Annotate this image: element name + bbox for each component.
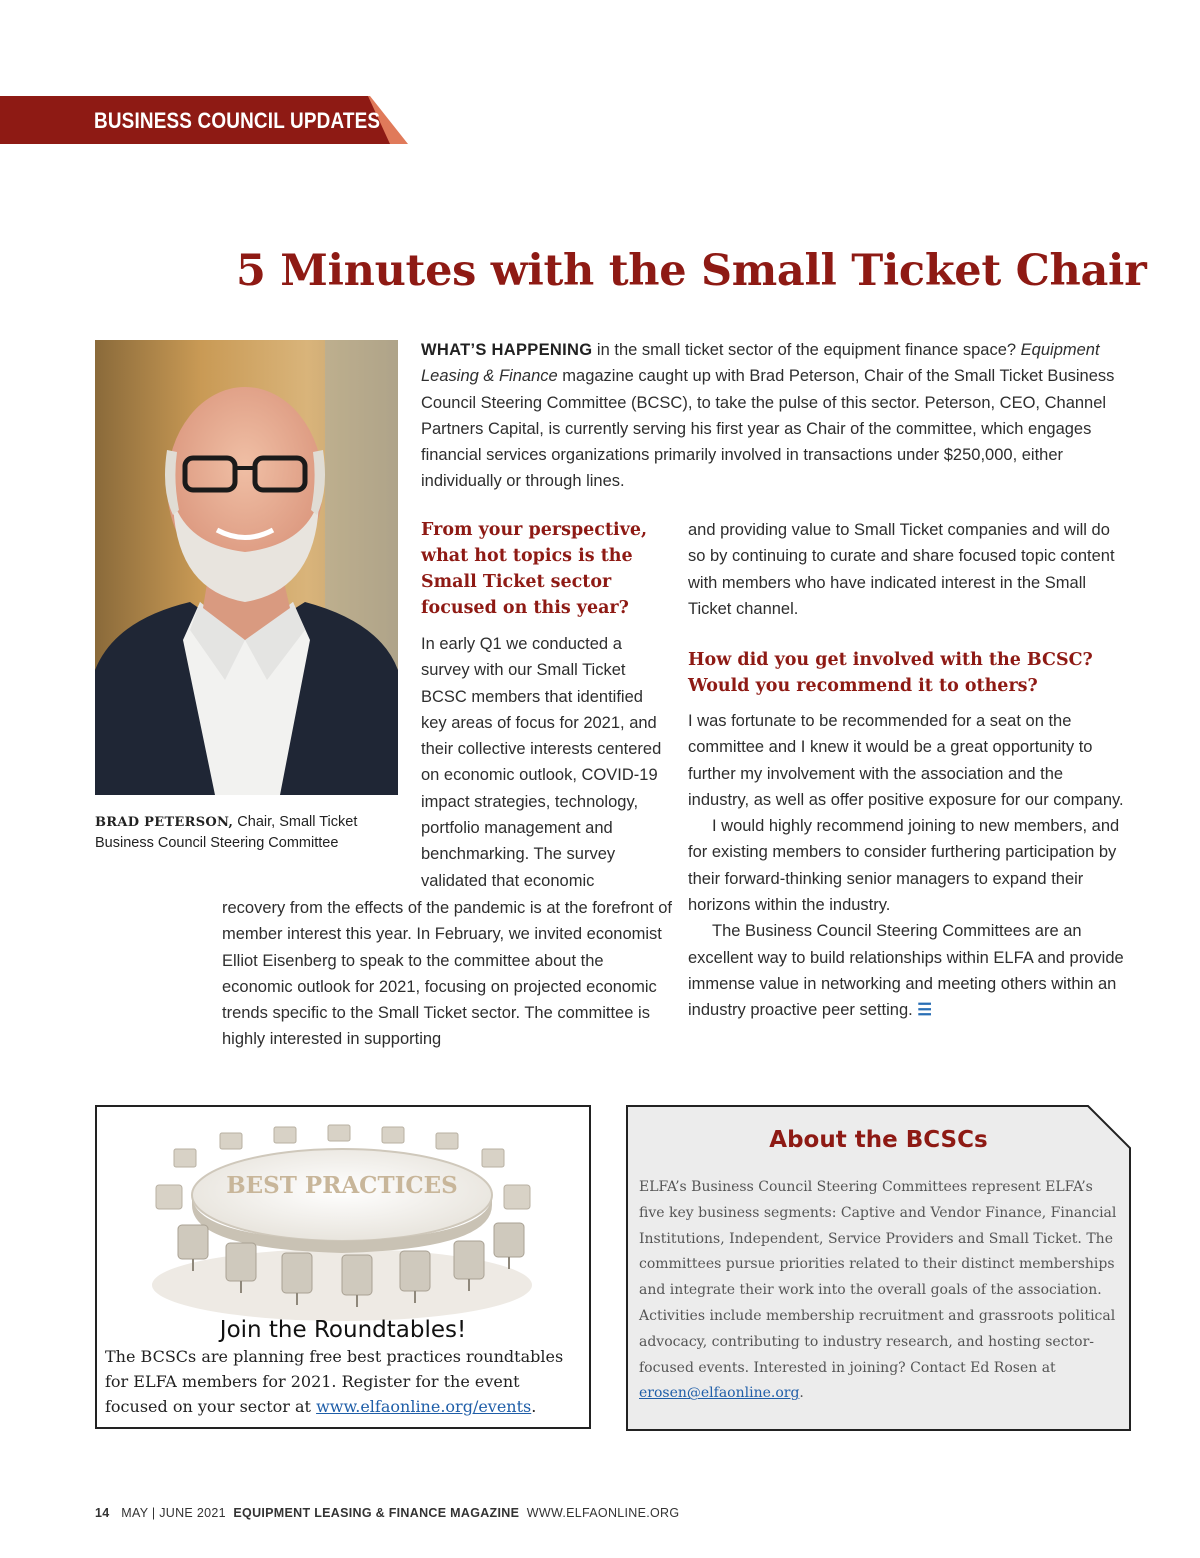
answer-1-part-b: recovery from the effects of the pandemic is at the forefront of member interest this year. In February, we invited economist Elliot Eisenberg to speak to the committee about the economic outlook for 2021, focusing on projected economic trends specific to the Small Ticket sector. The committee is highly interested in supporting	[222, 899, 673, 1049]
conference-table-illustration	[142, 1115, 542, 1325]
roundtables-text	[105, 1344, 587, 1419]
caption-role: Chair, Small Ticket Business Council Steering Committee	[95, 814, 358, 851]
question-1: From your perspective, what hot topics is the Small Ticket sector focused on this year?	[421, 520, 648, 618]
intro-text-b: magazine caught up with Brad Peterson, Chair of the Small Ticket Business Council Steering Committee (BCSC), to take the pulse of this sector. Peterson, CEO, Channel Partners Capital, is currently serving his first year as Chair of the committee, which engages financial services organizations primarily involved in transactions under $250,000, either individually or through lines.	[421, 367, 1115, 491]
roundtables-period: .	[531, 1397, 537, 1416]
section-banner-label: BUSINESS COUNCIL UPDATES	[94, 108, 381, 133]
about-heading: About the BCSCs	[769, 1127, 988, 1153]
about-body: ELFA’s Business Council Steering Committees represent ELFA’s five key business segments: Captive and Vendor Finance, Financial Institutions, Independent, Service Providers and Small Ticket. The committees pursue priorities related to their distinct memberships and integrate their work into the overall goals of the association. Activities include membership recruitment and grassroots political advocacy, contributing to industry research, and hosting sector-focused events. Interested in joining? Contact Ed Rosen at	[639, 1179, 1117, 1376]
roundtables-box	[95, 1105, 591, 1429]
page-footer	[95, 1506, 679, 1520]
issue-date: MAY | JUNE 2021	[121, 1506, 226, 1520]
question-2: How did you get involved with the BCSC? Would you recommend it to others?	[688, 650, 1093, 696]
photo-caption	[95, 812, 385, 853]
answer-1-part-a: In early Q1 we conducted a survey with our Small Ticket BCSC members that identified key areas of focus for 2021, and their collective interests centered on economic outlook, COVID-19 impact strategies, technology, portfolio management and benchmarking. The survey validated that economic	[421, 635, 662, 890]
website: WWW.ELFAONLINE.ORG	[526, 1506, 680, 1520]
email-link[interactable]: erosen@elfaonline.org	[639, 1385, 800, 1402]
caption-name: BRAD PETERSON,	[95, 815, 234, 830]
intro-lead: WHAT’S HAPPENING	[421, 341, 593, 359]
intro-paragraph	[421, 337, 1133, 495]
about-period: .	[799, 1385, 804, 1402]
magazine-name: Equipment Leasing & Finance	[421, 341, 1100, 386]
article-title: 5 Minutes with the Small Ticket Chair	[236, 246, 1147, 296]
about-text	[639, 1175, 1119, 1407]
answer-2-paragraph-3-text: The Business Council Steering Committees are an excellent way to build relationships within ELFA and provide immense value in networking and meeting others within an industry proactive peer setting.	[688, 922, 1124, 1020]
roundtables-heading: Join the Roundtables!	[219, 1317, 467, 1343]
end-mark-icon: ☰	[917, 1001, 933, 1020]
roundtables-body: The BCSCs are planning free best practices roundtables for ELFA members for 2021. Register for the event focused on your sector at	[105, 1347, 564, 1416]
answer-2-paragraph-3	[688, 918, 1128, 1023]
page-number: 14	[95, 1506, 110, 1520]
answer-1-part-c: and providing value to Small Ticket companies and will do so by continuing to curate and share focused topic content with members who have indicated interest in the Small Ticket channel.	[688, 521, 1115, 618]
intro-text-a: in the small ticket sector of the equipment finance space?	[592, 341, 1021, 359]
answer-2	[688, 708, 1128, 1024]
answer-2-paragraph-1: I was fortunate to be recommended for a seat on the committee and I knew it would be a great opportunity to further my involvement with the association and the industry, as well as offer positive exposure for our company.	[688, 712, 1124, 809]
about-bcscs-box	[626, 1105, 1131, 1431]
magazine-title: EQUIPMENT LEASING & FINANCE MAGAZINE	[233, 1506, 520, 1520]
answer-2-paragraph-2: I would highly recommend joining to new members, and for existing members to consider furthering participation by their forward-thinking senior managers to expand their horizons within the industry.	[688, 817, 1120, 915]
events-link[interactable]: www.elfaonline.org/events	[316, 1397, 532, 1416]
portrait-photo	[95, 340, 398, 795]
best-practices-art-text: BEST PRACTICES	[226, 1172, 458, 1199]
